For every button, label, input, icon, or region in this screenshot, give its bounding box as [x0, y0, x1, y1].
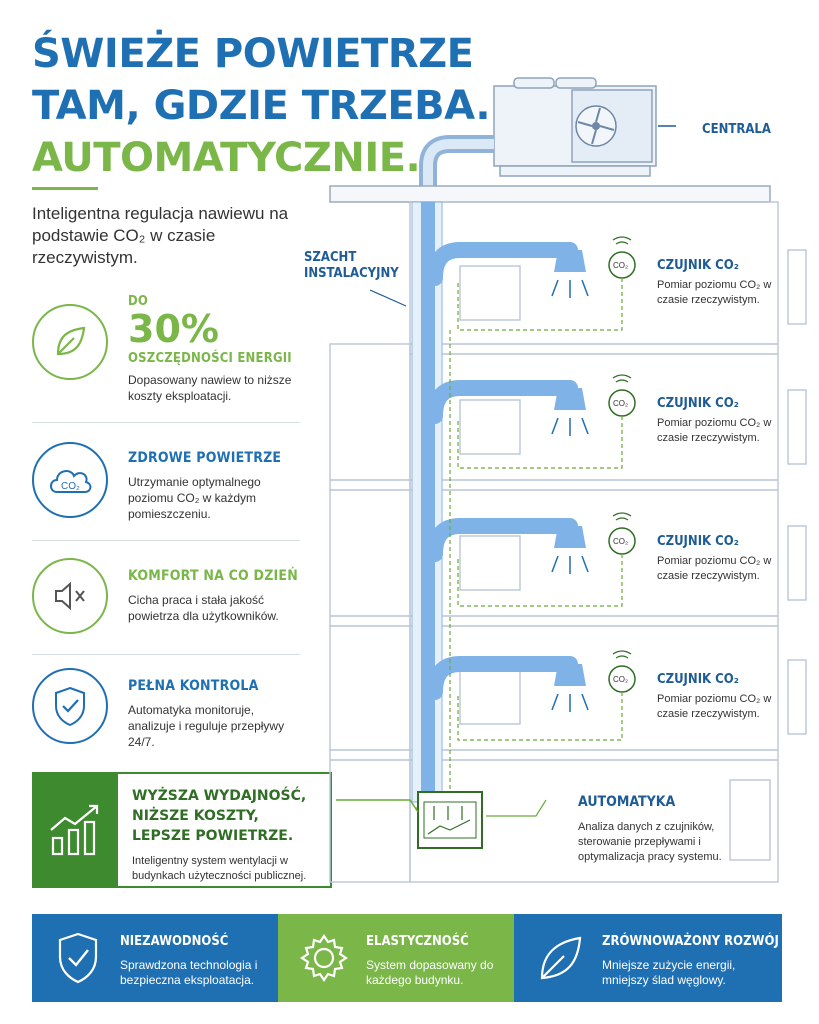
feature-desc: Dopasowany nawiew to niższe koszty eksploatacji.	[128, 373, 292, 403]
sensor-co2-label: CO₂	[613, 261, 629, 270]
feature-desc: Cicha praca i stała jakość powietrza dla użytkowników.	[128, 593, 279, 623]
feature-desc: Utrzymanie optymalnego poziomu CO₂ w każdym pomieszczeniu.	[128, 475, 261, 521]
sensor-info	[657, 396, 797, 446]
bottom-desc: Mniejsze zużycie energii, mniejszy ślad węglowy.	[602, 958, 736, 987]
sensor-desc: Pomiar poziomu CO₂ w czasie rzeczywistym.	[657, 417, 772, 444]
automation-desc: Analiza danych z czujników, sterowanie przepływami i optymalizacja pracy systemu.	[578, 821, 722, 863]
centrala-label: CENTRALA	[702, 122, 771, 137]
callout-box	[32, 772, 332, 888]
divider	[32, 422, 300, 423]
callout-heading-line-2: NIŻSZE KOSZTY,	[132, 808, 259, 824]
sensor-heading: CZUJNIK CO₂	[657, 258, 739, 273]
title-line-1: ŚWIEŻE POWIETRZE	[32, 31, 474, 77]
callout-heading-line-1: WYŻSZA WYDAJNOŚĆ,	[132, 788, 307, 804]
sensor-heading: CZUJNIK CO₂	[657, 396, 739, 411]
sensor-desc: Pomiar poziomu CO₂ w czasie rzeczywistym.	[657, 555, 772, 582]
automation-info	[578, 794, 738, 865]
leaf-icon	[528, 926, 592, 990]
growth-chart-icon	[34, 774, 118, 886]
bottom-panel-sustainability	[514, 914, 782, 1002]
sensor-desc: Pomiar poziomu CO₂ w czasie rzeczywistym.	[657, 279, 772, 306]
sensor-desc: Pomiar poziomu CO₂ w czasie rzeczywistym.	[657, 693, 772, 720]
air-handling-unit	[494, 78, 656, 176]
bottom-heading: NIEZAWODNOŚĆ	[120, 934, 229, 949]
speaker-mute-icon	[32, 558, 108, 634]
shield-check-icon	[32, 668, 108, 744]
title-line-2: TAM, GDZIE TRZEBA.	[32, 83, 491, 129]
bottom-heading: ELASTYCZNOŚĆ	[366, 934, 469, 949]
callout-desc: Inteligentny system wentylacji w budynkach użyteczności publicznej.	[132, 855, 307, 882]
feature-heading: PEŁNA KONTROLA	[128, 678, 259, 694]
sensor-heading: CZUJNIK CO₂	[657, 534, 739, 549]
title-divider	[32, 187, 98, 190]
sensor-co2-label: CO₂	[613, 537, 629, 546]
divider	[32, 540, 300, 541]
feature-desc: Automatyka monitoruje, analizuje i reguluje przepływy 24/7.	[128, 703, 285, 749]
shaft-label-line-2: INSTALACYJNY	[304, 266, 399, 281]
co2-cloud-icon	[32, 442, 108, 518]
subtitle: Inteligentna regulacja nawiewu na podstawie CO₂ w czasie rzeczywistym.	[32, 204, 289, 267]
leaf-icon	[32, 304, 108, 380]
sensor-info	[657, 258, 797, 308]
svg-text:CO₂: CO₂	[61, 481, 80, 492]
bottom-panel-flexibility	[278, 914, 514, 1002]
sensor-info	[657, 534, 797, 584]
bottom-desc: System dopasowany do każdego budynku.	[366, 958, 494, 987]
feature-heading: ZDROWE POWIETRZE	[128, 450, 282, 466]
sensor-info	[657, 672, 797, 722]
feature-value: 30%	[128, 307, 219, 351]
feature-heading: KOMFORT NA CO DZIEŃ	[128, 568, 298, 584]
feature-heading: OSZCZĘDNOŚCI ENERGII	[128, 351, 292, 366]
bottom-panel-reliability	[32, 914, 278, 1002]
callout-heading-line-3: LEPSZE POWIETRZE.	[132, 828, 294, 844]
title-line-3: AUTOMATYCZNIE.	[32, 135, 421, 181]
sensor-co2-label: CO₂	[613, 399, 629, 408]
signal-lines	[416, 278, 622, 808]
automation-controller	[418, 792, 482, 848]
callout-heading	[132, 786, 322, 846]
sensor-co2-label: CO₂	[613, 675, 629, 684]
divider	[32, 654, 300, 655]
shield-check-icon	[46, 926, 110, 990]
bottom-desc: Sprawdzona technologia i bezpieczna eksploatacja.	[120, 958, 258, 987]
shaft-label-line-1: SZACHT	[304, 250, 357, 265]
bottom-heading: ZRÓWNOWAŻONY ROZWÓJ	[602, 934, 779, 949]
shaft-label	[304, 250, 399, 282]
sensor-heading: CZUJNIK CO₂	[657, 672, 739, 687]
gear-icon	[292, 926, 356, 990]
airflow-arrows	[552, 280, 588, 712]
roof	[330, 186, 770, 202]
automation-heading: AUTOMATYKA	[578, 794, 676, 810]
feature-prefix: DO	[128, 294, 149, 309]
building-diagram	[300, 60, 819, 900]
